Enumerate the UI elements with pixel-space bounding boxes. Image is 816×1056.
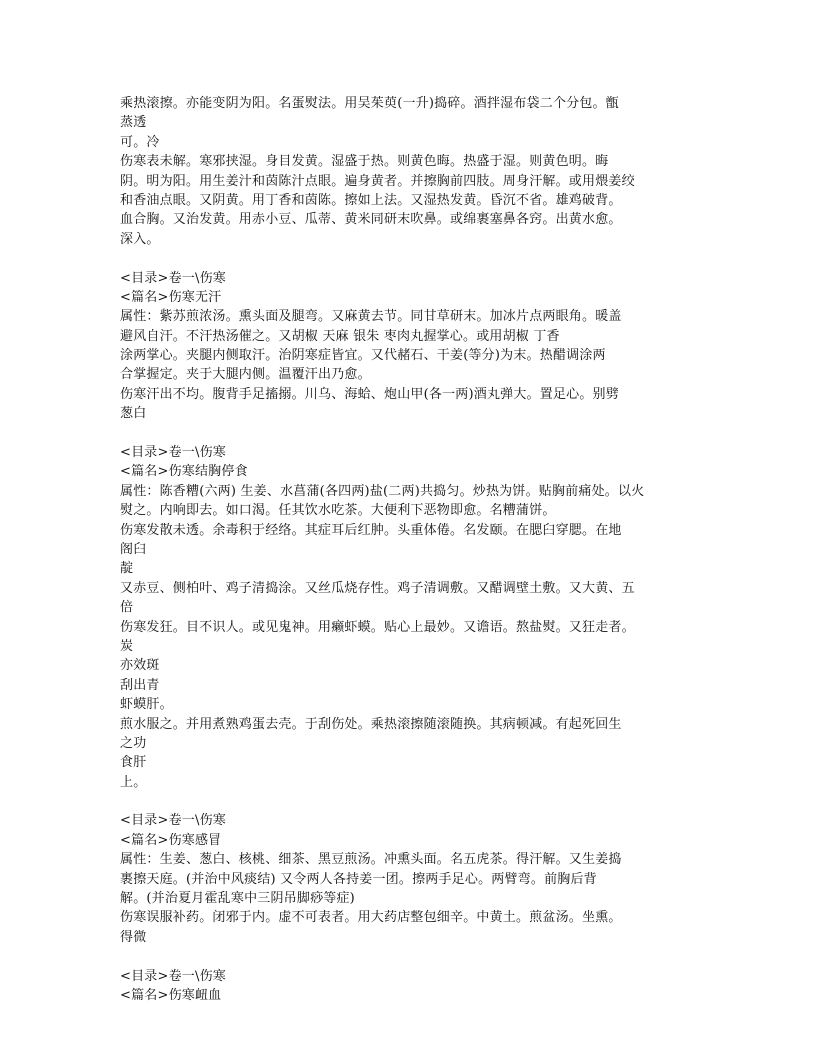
text-line: <目录>卷一\伤寒 bbox=[120, 270, 226, 286]
text-block bbox=[120, 443, 720, 792]
text-line: 合掌握定。夹于大腿内侧。温覆汗出乃愈。 bbox=[120, 367, 371, 383]
text-line: 煎水服之。并用煮熟鸡蛋去壳。于刮伤处。乘热滚擦随滚随换。其病顿减。有起死回生 bbox=[120, 716, 622, 732]
text-line: 倍 bbox=[120, 600, 134, 616]
text-line: <篇名>伤寒衄血 bbox=[120, 987, 222, 1003]
text-line: 又赤豆、侧柏叶、鸡子清捣涂。又丝瓜烧存性。鸡子清调敷。又醋调壁土敷。又大黄、五 bbox=[120, 580, 635, 596]
text-line: 炭 bbox=[120, 638, 134, 654]
text-line: 蒸透 bbox=[120, 115, 147, 131]
text-line: <目录>卷一\伤寒 bbox=[120, 968, 226, 984]
text-line: 阴。明为阳。用生姜汁和茵陈汁点眼。遍身黄者。并擦胸前四肢。周身汗解。或用煨姜绞 bbox=[120, 173, 635, 189]
text-line: <篇名>伤寒无汗 bbox=[120, 289, 222, 305]
text-line: 之功 bbox=[120, 735, 147, 751]
text-block bbox=[120, 967, 720, 1006]
text-line: 伤寒表未解。寒邪挟湿。身目发黄。湿盛于热。则黄色晦。热盛于湿。则黄色明。晦 bbox=[120, 154, 609, 170]
text-line: 得微 bbox=[120, 929, 147, 945]
text-line: 熨之。内响即去。如口渴。任其饮水吃茶。大便利下恶物即愈。名糟蒲饼。 bbox=[120, 503, 556, 519]
text-line: <篇名>伤寒结胸停食 bbox=[120, 464, 248, 480]
text-line: 和香油点眼。又阴黄。用丁香和茵陈。擦如上法。又湿热发黄。昏沉不省。雄鸡破背。 bbox=[120, 192, 622, 208]
text-line: 解。(并治夏月霍乱寒中三阴吊脚痧等症) bbox=[120, 891, 355, 907]
text-line: 伤寒发狂。目不识人。或见鬼神。用癞虾蟆。贴心上最妙。又谵语。熬盐熨。又狂走者。 bbox=[120, 619, 635, 635]
document-page bbox=[120, 94, 720, 1005]
text-block bbox=[120, 94, 720, 249]
text-line: 上。 bbox=[120, 774, 147, 790]
text-line: 血合胸。又治发黄。用赤小豆、瓜蒂、黄米同研末吹鼻。或绵裹塞鼻各窍。出黄水愈。 bbox=[120, 212, 622, 228]
text-line: <目录>卷一\伤寒 bbox=[120, 813, 226, 829]
text-line: 避风自汗。不汗热汤催之。又胡椒 天麻 银朱 枣肉丸握掌心。或用胡椒 丁香 bbox=[120, 328, 560, 344]
text-line: 属性：紫苏煎浓汤。熏头面及腿弯。又麻黄去节。同甘草研末。加冰片点两眼角。暖盖 bbox=[120, 309, 622, 325]
paragraph-gap bbox=[120, 947, 720, 966]
text-block bbox=[120, 269, 720, 424]
text-line: 涂两掌心。夹腿内侧取汗。治阴寒症皆宜。又代赭石、干姜(等分)为末。热醋调涂两 bbox=[120, 348, 606, 364]
text-line: 亦效斑 bbox=[120, 658, 160, 674]
text-line: 裹擦天庭。(并治中风痰结) 又令两人各持姜一团。擦两手足心。两臂弯。前胸后背 bbox=[120, 871, 597, 887]
text-line: <目录>卷一\伤寒 bbox=[120, 445, 226, 461]
paragraph-gap bbox=[120, 424, 720, 443]
text-line: 伤寒误服补药。闭邪于内。虚不可表者。用大药店整包细辛。中黄土。煎盆汤。坐熏。 bbox=[120, 910, 622, 926]
text-block bbox=[120, 811, 720, 947]
text-line: 乘热滚擦。亦能变阴为阳。名蛋熨法。用吴茱萸(一升)捣碎。酒拌湿布袋二个分包。甑 bbox=[120, 96, 619, 111]
text-line: 靛 bbox=[120, 561, 134, 577]
text-line: 属性：陈香糟(六两) 生姜、水菖蒲(各四两)盐(二两)共捣匀。炒热为饼。贴胸前痛处。以火 bbox=[120, 483, 645, 499]
text-line: 刮出青 bbox=[120, 677, 160, 693]
text-line: 伤寒汗出不均。腹背手足搐搦。川乌、海蛤、炮山甲(各一两)酒丸弹大。置足心。别劈 bbox=[120, 386, 619, 402]
paragraph-gap bbox=[120, 249, 720, 268]
text-line: 可。冷 bbox=[120, 134, 160, 150]
text-line: 伤寒发散未透。余毒积于经络。其症耳后红肿。头重体倦。名发颐。在腮臼穿腮。在地 bbox=[120, 522, 622, 538]
text-line: 属性：生姜、葱白、核桃、细茶、黑豆煎汤。冲熏头面。名五虎茶。得汗解。又生姜捣 bbox=[120, 852, 622, 868]
text-line: 葱白 bbox=[120, 406, 147, 422]
text-line: 阁臼 bbox=[120, 541, 147, 557]
text-line: <篇名>伤寒感冒 bbox=[120, 832, 222, 848]
text-line: 深入。 bbox=[120, 231, 160, 247]
paragraph-gap bbox=[120, 792, 720, 811]
text-line: 虾蟆肝。 bbox=[120, 697, 173, 713]
text-line: 食肝 bbox=[120, 755, 147, 771]
